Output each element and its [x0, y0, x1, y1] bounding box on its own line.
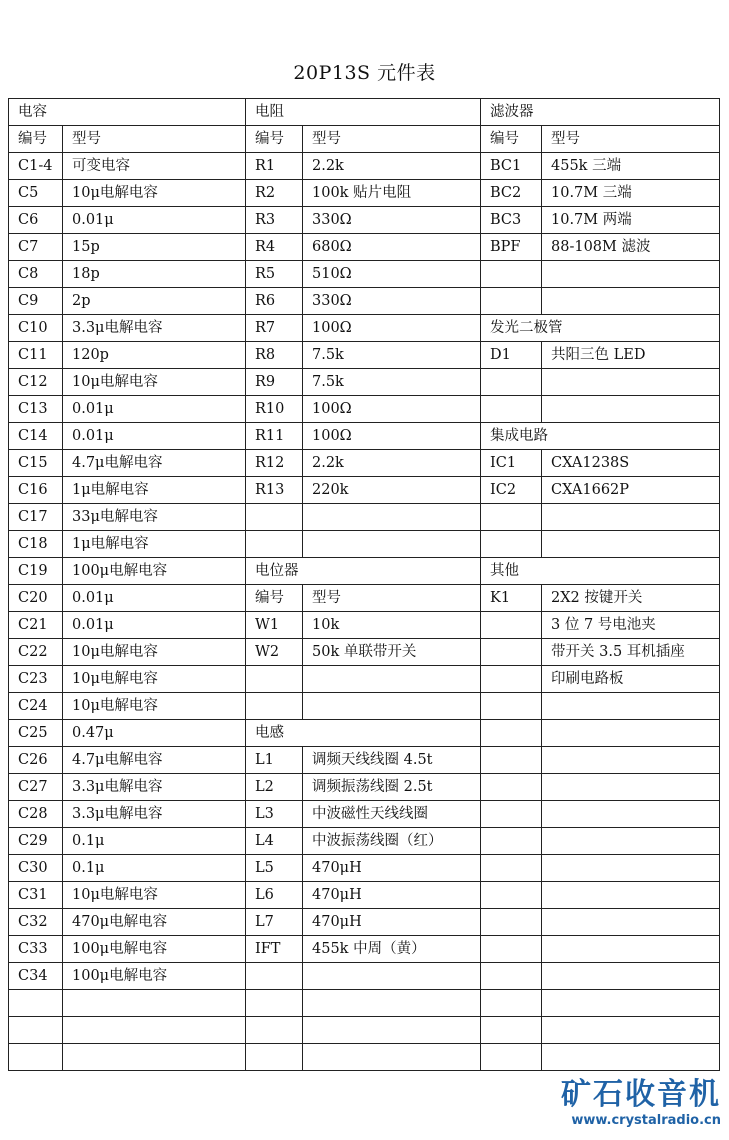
table-cell: 10μ电解电容 [63, 180, 246, 207]
table-cell: BC1 [481, 153, 542, 180]
table-cell: 0.01μ [63, 207, 246, 234]
table-row [9, 882, 720, 909]
table-cell: 中波磁性天线线圈 [303, 801, 481, 828]
table-cell: C11 [9, 342, 63, 369]
table-cell: C14 [9, 423, 63, 450]
table-cell: C24 [9, 693, 63, 720]
table-cell [303, 531, 481, 558]
table-cell [481, 288, 542, 315]
table-cell: C17 [9, 504, 63, 531]
brand-url: www.crystalradio.cn [571, 1113, 721, 1128]
table-cell: C7 [9, 234, 63, 261]
table-cell: C8 [9, 261, 63, 288]
table-cell: C26 [9, 747, 63, 774]
table-cell [481, 855, 542, 882]
table-cell: 10.7M 三端 [542, 180, 720, 207]
table-cell: 3.3μ电解电容 [63, 774, 246, 801]
table-row [9, 747, 720, 774]
table-cell [542, 288, 720, 315]
table-cell: D1 [481, 342, 542, 369]
table-cell [481, 1044, 542, 1071]
table-cell: C30 [9, 855, 63, 882]
table-cell: C27 [9, 774, 63, 801]
table-cell: C16 [9, 477, 63, 504]
table-cell [246, 531, 303, 558]
table-row [9, 936, 720, 963]
table-cell: 510Ω [303, 261, 481, 288]
table-cell: R6 [246, 288, 303, 315]
table-cell: C31 [9, 882, 63, 909]
table-row [9, 126, 720, 153]
table-cell: 发光二极管 [481, 315, 720, 342]
table-cell: IC2 [481, 477, 542, 504]
table-row [9, 720, 720, 747]
table-cell: 100μ电解电容 [63, 936, 246, 963]
table-row [9, 1044, 720, 1071]
table-cell: 10μ电解电容 [63, 369, 246, 396]
table-cell: K1 [481, 585, 542, 612]
table-cell: IC1 [481, 450, 542, 477]
table-cell: 电感 [246, 720, 481, 747]
table-cell [481, 639, 542, 666]
table-cell: R4 [246, 234, 303, 261]
table-cell: 型号 [303, 126, 481, 153]
table-cell: 18p [63, 261, 246, 288]
table-cell [481, 774, 542, 801]
table-cell [542, 720, 720, 747]
table-cell: 编号 [9, 126, 63, 153]
table-cell: C9 [9, 288, 63, 315]
table-cell: 3.3μ电解电容 [63, 315, 246, 342]
table-row [9, 1017, 720, 1044]
table-cell [303, 1044, 481, 1071]
table-cell: C18 [9, 531, 63, 558]
table-row [9, 612, 720, 639]
table-row [9, 909, 720, 936]
table-cell: C6 [9, 207, 63, 234]
table-cell: 33μ电解电容 [63, 504, 246, 531]
table-row [9, 801, 720, 828]
table-cell: C34 [9, 963, 63, 990]
table-cell: 型号 [542, 126, 720, 153]
table-cell: 中波振荡线圈（红） [303, 828, 481, 855]
table-cell: 型号 [63, 126, 246, 153]
table-cell: 3 位 7 号电池夹 [542, 612, 720, 639]
component-table [8, 98, 720, 1071]
table-cell: R5 [246, 261, 303, 288]
table-cell: C15 [9, 450, 63, 477]
table-cell: 1μ电解电容 [63, 477, 246, 504]
table-cell [481, 396, 542, 423]
table-cell: 0.01μ [63, 612, 246, 639]
table-cell [246, 963, 303, 990]
table-cell: C29 [9, 828, 63, 855]
table-cell: 编号 [246, 585, 303, 612]
table-row [9, 774, 720, 801]
table-cell [303, 990, 481, 1017]
table-cell [246, 504, 303, 531]
table-cell: C20 [9, 585, 63, 612]
table-row [9, 666, 720, 693]
table-cell: CXA1238S [542, 450, 720, 477]
table-cell [542, 504, 720, 531]
table-cell: 7.5k [303, 342, 481, 369]
table-cell [303, 1017, 481, 1044]
table-cell [542, 909, 720, 936]
table-cell: 100Ω [303, 396, 481, 423]
table-row [9, 531, 720, 558]
table-cell [542, 936, 720, 963]
table-row [9, 855, 720, 882]
table-cell: W2 [246, 639, 303, 666]
table-cell [542, 531, 720, 558]
table-cell [246, 1044, 303, 1071]
table-row [9, 207, 720, 234]
table-cell: 455k 中周（黄） [303, 936, 481, 963]
table-cell: 10.7M 两端 [542, 207, 720, 234]
table-cell: R12 [246, 450, 303, 477]
table-cell: 集成电路 [481, 423, 720, 450]
table-cell: L5 [246, 855, 303, 882]
table-row [9, 234, 720, 261]
table-cell [303, 693, 481, 720]
table-cell: BC3 [481, 207, 542, 234]
table-row [9, 288, 720, 315]
table-cell: 2p [63, 288, 246, 315]
table-row [9, 180, 720, 207]
table-cell: 带开关 3.5 耳机插座 [542, 639, 720, 666]
table-cell [542, 774, 720, 801]
table-cell: 0.01μ [63, 423, 246, 450]
table-cell [542, 963, 720, 990]
table-cell: CXA1662P [542, 477, 720, 504]
table-cell: L6 [246, 882, 303, 909]
table-cell: C33 [9, 936, 63, 963]
table-row [9, 342, 720, 369]
table-cell [63, 1017, 246, 1044]
table-row [9, 450, 720, 477]
table-cell: R2 [246, 180, 303, 207]
table-cell: C23 [9, 666, 63, 693]
table-cell [63, 990, 246, 1017]
table-cell: 10μ电解电容 [63, 666, 246, 693]
table-cell: C13 [9, 396, 63, 423]
table-cell: 470μH [303, 882, 481, 909]
table-cell: 2.2k [303, 450, 481, 477]
table-cell [303, 504, 481, 531]
table-cell [9, 1017, 63, 1044]
table-cell [481, 1017, 542, 1044]
table-cell: 455k 三端 [542, 153, 720, 180]
table-cell: R8 [246, 342, 303, 369]
table-cell [481, 666, 542, 693]
table-cell: 10μ电解电容 [63, 693, 246, 720]
table-row [9, 261, 720, 288]
table-cell: 共阳三色 LED [542, 342, 720, 369]
table-cell [246, 990, 303, 1017]
table-cell [542, 801, 720, 828]
table-cell [9, 990, 63, 1017]
table-cell: 4.7μ电解电容 [63, 450, 246, 477]
table-cell: 编号 [246, 126, 303, 153]
table-cell: 7.5k [303, 369, 481, 396]
table-cell: 编号 [481, 126, 542, 153]
table-cell: L3 [246, 801, 303, 828]
table-cell [481, 693, 542, 720]
table-cell: 其他 [481, 558, 720, 585]
table-cell: 1μ电解电容 [63, 531, 246, 558]
table-cell: 0.47μ [63, 720, 246, 747]
table-cell: L7 [246, 909, 303, 936]
table-cell [542, 1044, 720, 1071]
table-cell: 印刷电路板 [542, 666, 720, 693]
table-cell: 0.01μ [63, 396, 246, 423]
table-cell [542, 693, 720, 720]
brand-logo [561, 1078, 721, 1130]
table-cell [303, 963, 481, 990]
table-cell: 470μ电解电容 [63, 909, 246, 936]
table-row [9, 585, 720, 612]
table-cell: R7 [246, 315, 303, 342]
table-cell [246, 1017, 303, 1044]
table-cell [481, 369, 542, 396]
table-cell: W1 [246, 612, 303, 639]
table-cell: 可变电容 [63, 153, 246, 180]
table-cell: R1 [246, 153, 303, 180]
table-cell: BPF [481, 234, 542, 261]
table-cell [481, 612, 542, 639]
table-cell [481, 963, 542, 990]
table-cell [542, 855, 720, 882]
table-cell: 220k [303, 477, 481, 504]
table-cell: IFT [246, 936, 303, 963]
table-cell: 3.3μ电解电容 [63, 801, 246, 828]
table-cell: 10μ电解电容 [63, 882, 246, 909]
table-cell [481, 828, 542, 855]
table-cell: R10 [246, 396, 303, 423]
table-cell: R9 [246, 369, 303, 396]
table-row [9, 315, 720, 342]
table-cell: C28 [9, 801, 63, 828]
table-row [9, 963, 720, 990]
table-cell [246, 666, 303, 693]
table-cell: 0.01μ [63, 585, 246, 612]
table-cell [481, 531, 542, 558]
table-cell: 0.1μ [63, 855, 246, 882]
table-cell: 滤波器 [481, 99, 720, 126]
table-cell [9, 1044, 63, 1071]
table-cell: 470μH [303, 909, 481, 936]
table-cell [542, 1017, 720, 1044]
table-cell: R3 [246, 207, 303, 234]
table-cell: 型号 [303, 585, 481, 612]
table-cell: C19 [9, 558, 63, 585]
table-cell: 调频天线线圈 4.5t [303, 747, 481, 774]
table-cell: L1 [246, 747, 303, 774]
table-cell [542, 882, 720, 909]
table-row [9, 504, 720, 531]
table-cell: 2.2k [303, 153, 481, 180]
table-cell [542, 369, 720, 396]
table-cell: 120p [63, 342, 246, 369]
table-cell: C12 [9, 369, 63, 396]
table-cell [481, 261, 542, 288]
table-cell [542, 747, 720, 774]
table-cell: C25 [9, 720, 63, 747]
table-cell: 调频振荡线圈 2.5t [303, 774, 481, 801]
table-cell [246, 693, 303, 720]
table-cell [63, 1044, 246, 1071]
table-cell: L2 [246, 774, 303, 801]
table-cell: 100Ω [303, 423, 481, 450]
table-cell: C5 [9, 180, 63, 207]
table-cell [481, 882, 542, 909]
table-cell: C10 [9, 315, 63, 342]
table-cell: 电位器 [246, 558, 481, 585]
table-cell [481, 720, 542, 747]
table-cell: 电阻 [246, 99, 481, 126]
table-cell: 10k [303, 612, 481, 639]
table-cell: 电容 [9, 99, 246, 126]
table-cell: 100μ电解电容 [63, 558, 246, 585]
table-row [9, 99, 720, 126]
table-cell: 50k 单联带开关 [303, 639, 481, 666]
table-cell: 100μ电解电容 [63, 963, 246, 990]
table-cell [481, 504, 542, 531]
table-row [9, 153, 720, 180]
page-title: 20P13S 元件表 [293, 62, 436, 84]
table-row [9, 477, 720, 504]
table-cell: C1-4 [9, 153, 63, 180]
table-row [9, 423, 720, 450]
table-cell: 2X2 按键开关 [542, 585, 720, 612]
table-cell: 330Ω [303, 207, 481, 234]
table-cell: R11 [246, 423, 303, 450]
table-cell: 0.1μ [63, 828, 246, 855]
table-cell [542, 990, 720, 1017]
table-row [9, 990, 720, 1017]
table-cell: R13 [246, 477, 303, 504]
table-row [9, 693, 720, 720]
table-cell [481, 909, 542, 936]
table-cell: 100k 贴片电阻 [303, 180, 481, 207]
table-cell: L4 [246, 828, 303, 855]
table-cell: C22 [9, 639, 63, 666]
table-row [9, 396, 720, 423]
table-cell [542, 396, 720, 423]
table-row [9, 828, 720, 855]
table-cell: 15p [63, 234, 246, 261]
table-cell [542, 261, 720, 288]
table-cell [481, 936, 542, 963]
table-cell: C32 [9, 909, 63, 936]
table-cell: 470μH [303, 855, 481, 882]
table-row [9, 369, 720, 396]
table-cell [481, 990, 542, 1017]
table-cell [303, 666, 481, 693]
table-cell: 100Ω [303, 315, 481, 342]
table-cell: 330Ω [303, 288, 481, 315]
table-cell [481, 747, 542, 774]
table-row [9, 558, 720, 585]
table-cell: 88-108M 滤波 [542, 234, 720, 261]
brand-logo-text: 矿石收音机 [561, 1077, 721, 1112]
table-cell: 10μ电解电容 [63, 639, 246, 666]
table-row [9, 639, 720, 666]
table-cell [542, 828, 720, 855]
table-cell: 680Ω [303, 234, 481, 261]
table-cell: 4.7μ电解电容 [63, 747, 246, 774]
table-cell: BC2 [481, 180, 542, 207]
table-cell [481, 801, 542, 828]
table-cell: C21 [9, 612, 63, 639]
